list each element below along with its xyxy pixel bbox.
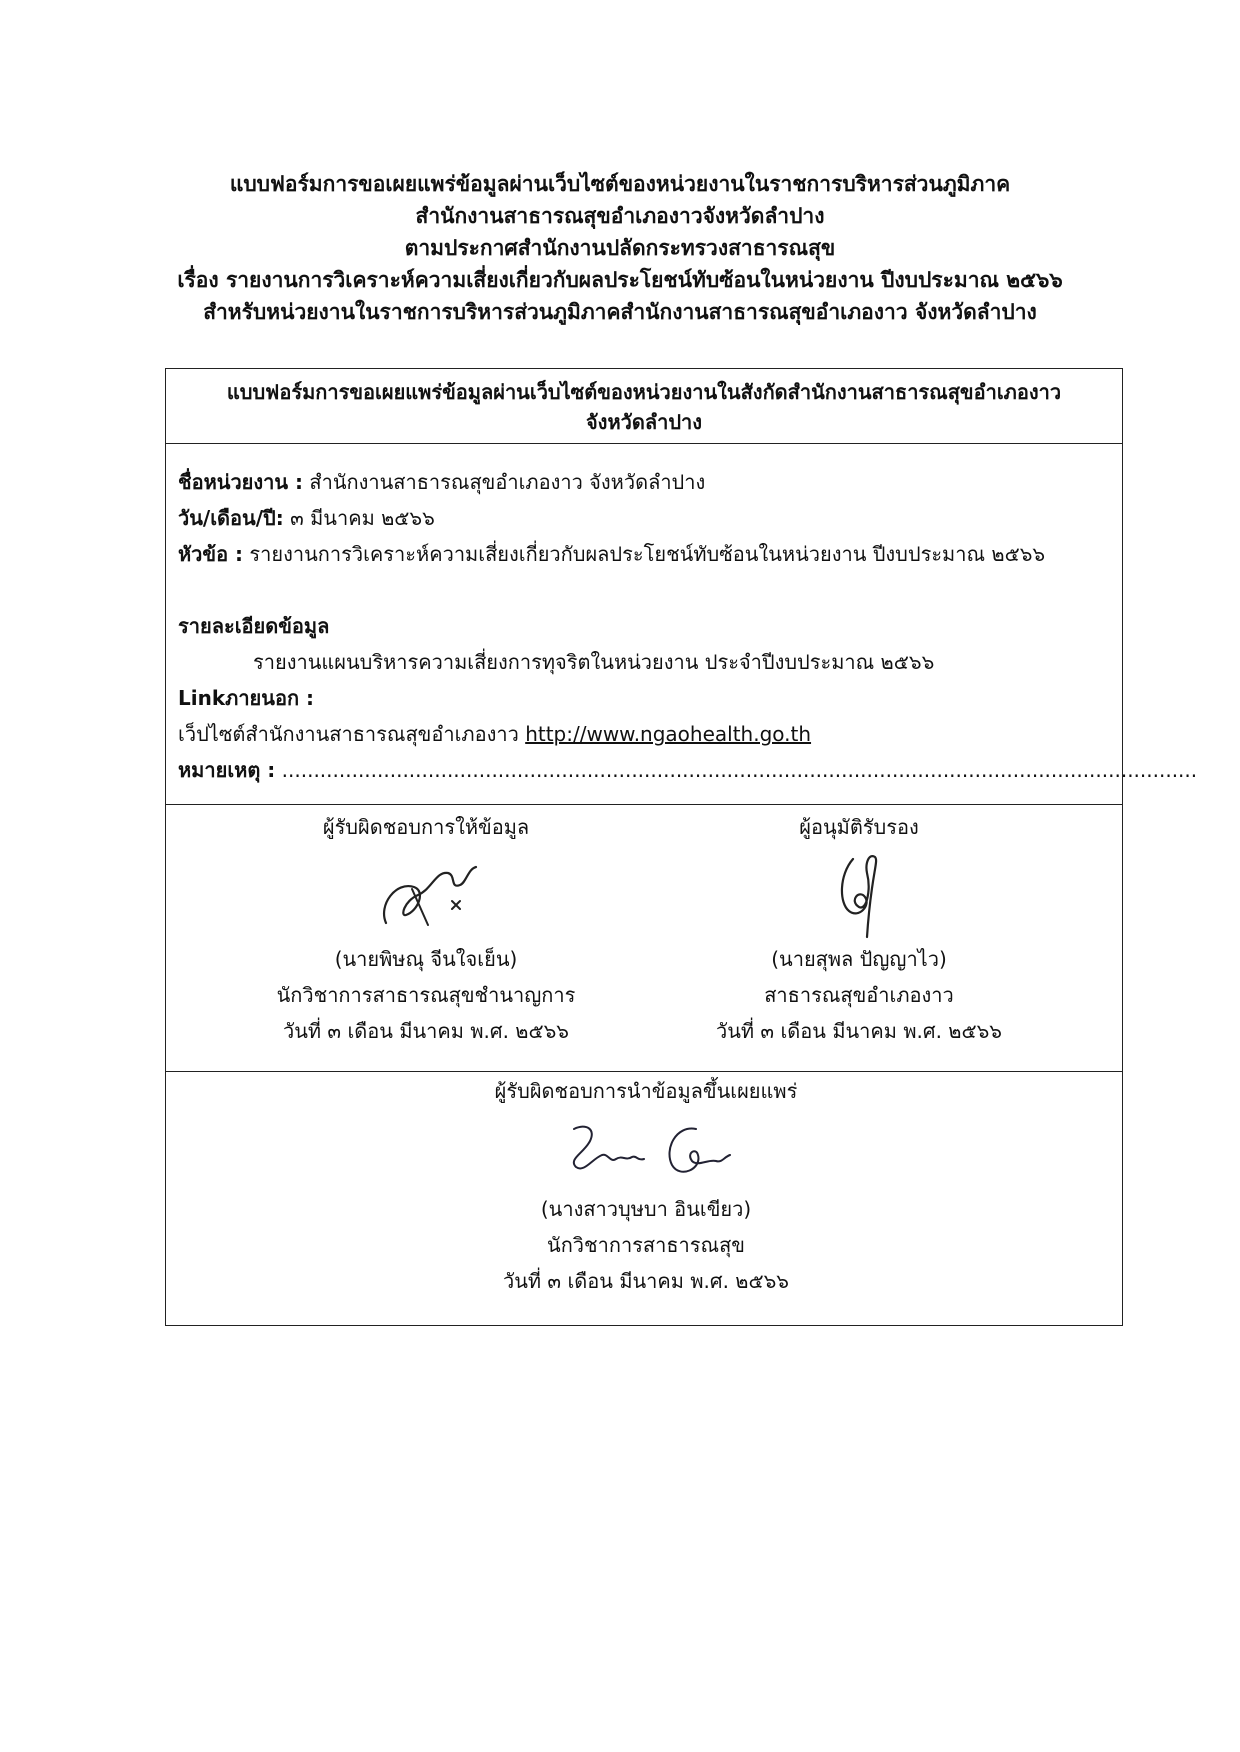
bottom-signer-date: วันที่ ๓ เดือน มีนาคม พ.ศ. ๒๕๖๖ <box>502 1269 789 1293</box>
link-row <box>178 680 1108 716</box>
detail-row <box>178 608 1108 644</box>
bottom-signature-image <box>546 1109 746 1191</box>
topic-value: รายงานการวิเคราะห์ความเสี่ยงเกี่ยวกับผลประโยชน์ทับซ้อนในหน่วยงาน ปีงบประมาณ ๒๕๖๖ <box>249 542 1046 566</box>
signature-right <box>694 809 1024 1049</box>
note-value: ................................................................................................................................................ <box>281 758 1198 782</box>
signature-divider-bottom <box>166 1071 1122 1072</box>
date-label: วัน/เดือน/ปี: <box>178 506 284 530</box>
form-box <box>165 368 1198 1326</box>
form-info <box>178 464 1198 788</box>
unit-value: สำนักงานสาธารณสุขอำเภองาว จังหวัดลำปาง <box>309 470 706 494</box>
signature-divider-top <box>166 804 1122 805</box>
detail-label: รายละเอียดข้อมูล <box>178 614 330 638</box>
bottom-signer-role: ผู้รับผิดชอบการนำข้อมูลขึ้นเผยแพร่ <box>494 1079 798 1103</box>
unit-row <box>178 464 1108 500</box>
form-title-line-1: แบบฟอร์มการขอเผยแพร่ข้อมูลผ่านเว็บไซต์ของหน่วยงานในสังกัดสำนักงานสาธารณสุขอำเภองาว <box>226 380 1062 404</box>
header-line-2: สำนักงานสาธารณสุขอำเภองาวจังหวัดลำปาง <box>415 204 825 228</box>
date-value: ๓ มีนาคม ๒๕๖๖ <box>290 506 435 530</box>
header-line-4: เรื่อง รายงานการวิเคราะห์ความเสี่ยงเกี่ยวกับผลประโยชน์ทับซ้อนในหน่วยงาน ปีงบประมาณ ๒๕๖๖ <box>177 268 1063 292</box>
topic-row <box>178 536 1108 572</box>
left-signer-name: (นายพิษณุ จีนใจเย็น) <box>334 947 518 971</box>
link-value-row <box>178 716 1108 752</box>
left-signer-role: ผู้รับผิดชอบการให้ข้อมูล <box>322 815 530 839</box>
signature-left <box>261 809 591 1049</box>
topic-label: หัวข้อ : <box>178 542 244 566</box>
header-line-1: แบบฟอร์มการขอเผยแพร่ข้อมูลผ่านเว็บไซต์ของหน่วยงานในราชการบริหารส่วนภูมิภาค <box>229 172 1011 196</box>
left-signature-image <box>356 845 496 941</box>
left-signer-date: วันที่ ๓ เดือน มีนาคม พ.ศ. ๒๕๖๖ <box>282 1019 569 1043</box>
right-signer-role: ผู้อนุมัติรับรอง <box>799 815 919 839</box>
header-line-5: สำหรับหน่วยงานในราชการบริหารส่วนภูมิภาคสำนักงานสาธารณสุขอำเภองาว จังหวัดลำปาง <box>203 300 1037 324</box>
right-signer-date: วันที่ ๓ เดือน มีนาคม พ.ศ. ๒๕๖๖ <box>715 1019 1002 1043</box>
date-row <box>178 500 1108 536</box>
note-row <box>178 752 1198 788</box>
form-title-line-2: จังหวัดลำปาง <box>585 410 703 434</box>
header-line-3: ตามประกาศสำนักงานปลัดกระทรวงสาธารณสุข <box>404 236 836 260</box>
document-header <box>0 168 1240 328</box>
right-signer-name: (นายสุพล ปัญญาไว) <box>771 947 947 971</box>
right-signature-image <box>809 845 909 941</box>
website-link[interactable]: http://www.ngaohealth.go.th <box>525 722 812 746</box>
unit-label: ชื่อหน่วยงาน : <box>178 470 304 494</box>
link-prefix: เว็ปไซต์สำนักงานสาธารณสุขอำเภองาว <box>178 722 519 746</box>
link-label: Linkภายนอก : <box>178 686 315 710</box>
signature-bottom <box>406 1073 886 1299</box>
form-title <box>166 369 1122 444</box>
note-label: หมายเหตุ : <box>178 758 276 782</box>
bottom-signer-name: (นางสาวบุษบา อินเขียว) <box>540 1197 752 1221</box>
detail-value: รายงานแผนบริหารความเสี่ยงการทุจริตในหน่วยงาน ประจำปีงบประมาณ ๒๕๖๖ <box>253 650 935 674</box>
right-signer-position: สาธารณสุขอำเภองาว <box>764 983 954 1007</box>
bottom-signer-position: นักวิชาการสาธารณสุข <box>547 1233 745 1257</box>
left-signer-position: นักวิชาการสาธารณสุขชำนาญการ <box>276 983 576 1007</box>
